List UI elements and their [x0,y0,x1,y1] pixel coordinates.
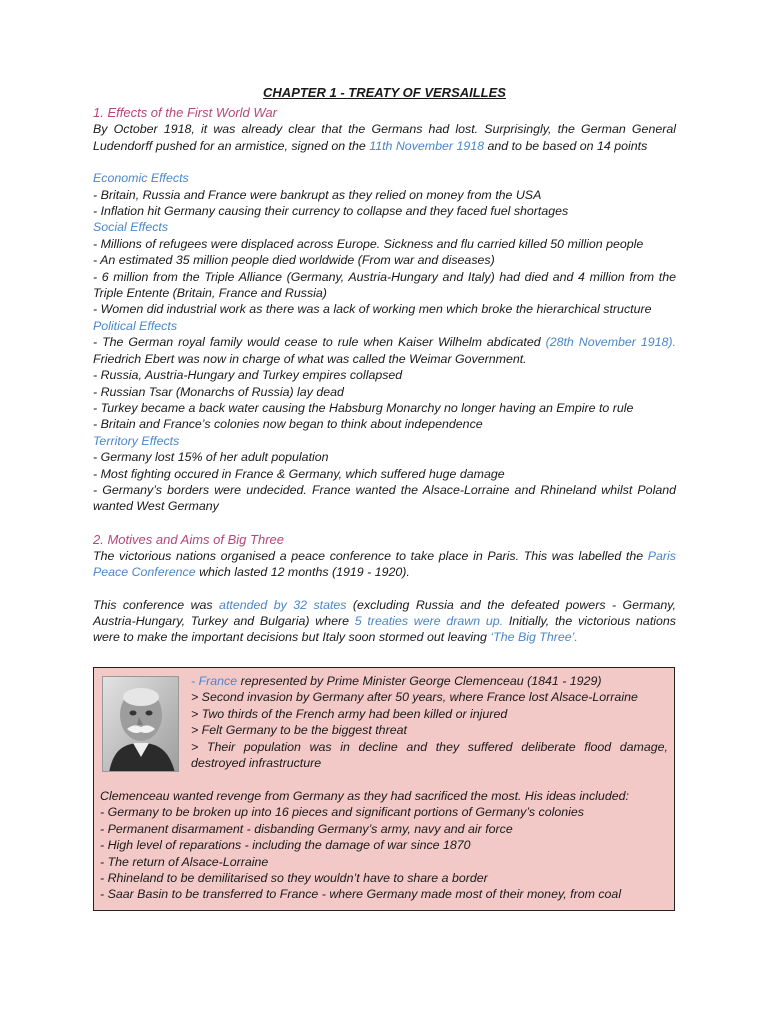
list-item: - The return of Alsace-Lorraine [100,854,269,869]
section-2-paragraph-1: The victorious nations organised a peace conference to take place in Paris. This was labelled the Paris Peace Conference which lasted 12 months (1919 - 1920). [93,548,676,580]
france-label: - France [191,674,238,688]
list-item: - Russian Tsar (Monarchs of Russia) lay dead [93,384,344,399]
list-item: - Britain and France’s colonies now began to think about independence [93,417,483,432]
political-effects-heading: Political Effects [93,318,178,333]
clemenceau-portrait [102,676,179,772]
list-item: - Permanent disarmament - disbanding Germany’s army, navy and air force [100,821,513,836]
list-item: - Britain, Russia and France were bankrupt as they relied on money from the USA [93,187,542,202]
section-1-intro: By October 1918, it was already clear that the Germans had lost. Surprisingly, the German General Ludendorff pushed for an armistice, signed on the 11th November 1918 and to be based on 14 points [93,122,676,153]
list-item: - 6 million from the Triple Alliance (Germany, Austria-Hungary and Italy) had died and 4 million from the Triple Entente (Britain, France and Russia) [93,269,676,301]
list-item: > Their population was in decline and they suffered deliberate flood damage, destroyed infrastructure [191,739,668,771]
abdication-date: (28th November 1918). [545,335,676,350]
document-page [93,85,676,646]
list-item: - Germany’s borders were undecided. France wanted the Alsace-Lorraine and Rhineland whilst Poland wanted West Germany [93,482,676,514]
list-item: - Germany to be broken up into 16 pieces and significant portions of Germany’s colonies [100,805,584,820]
ideas-intro: Clemenceau wanted revenge from Germany as they had sacrificed the most. His ideas included: [100,789,629,803]
list-item: - Saar Basin to be transferred to France - where Germany made most of their money, from coal [100,887,622,902]
list-item: - The German royal family would cease to rule when Kaiser Wilhelm abdicated (28th November 1918). Friedrich Ebert was now in charge of what was called the Weimar Government. [93,335,676,366]
list-item: - High level of reparations - including the damage of war since 1870 [100,838,471,853]
social-effects-heading: Social Effects [93,220,169,235]
clemenceau-ideas [100,788,670,903]
chapter-title: CHAPTER 1 - TREATY OF VERSAILLES [263,85,506,100]
list-item: > Second invasion by Germany after 50 years, where France lost Alsace-Lorraine [191,690,638,705]
section-2-heading: 2. Motives and Aims of Big Three [93,531,284,547]
list-item: > Two thirds of the French army had been killed or injured [191,706,508,721]
list-item: - Millions of refugees were displaced across Europe. Sickness and flu carried killed 50 million people [93,236,644,251]
list-item: - An estimated 35 million people died worldwide (From war and diseases) [93,253,495,268]
list-item: - Germany lost 15% of her adult population [93,450,329,465]
list-item: > Felt Germany to be the biggest threat [191,723,407,738]
list-item: - Russia, Austria-Hungary and Turkey empires collapsed [93,368,403,383]
list-item: - Rhineland to be demilitarised so they wouldn’t have to share a border [100,871,488,886]
france-summary [191,673,668,771]
section-1-heading: 1. Effects of the First World War [93,105,277,121]
paris-peace-conference-link: Paris Peace Conference [93,548,676,580]
clemenceau-box [93,667,675,911]
list-item: - Turkey became a back water causing the Habsburg Monarchy no longer having an Empire to rule [93,400,634,415]
france-heading: - France represented by Prime Minister George Clemenceau (1841 - 1929) [191,674,602,688]
armistice-date: 11th November 1918 [369,138,485,153]
list-item: - Women did industrial work as there was a lack of working men which broke the hierarchical structure [93,302,652,317]
list-item: - Most fighting occured in France & Germany, which suffered huge damage [93,466,505,481]
list-item: - Inflation hit Germany causing their currency to collapse and they faced fuel shortages [93,204,569,219]
territory-effects-heading: Territory Effects [93,433,180,448]
section-2-paragraph-2: This conference was attended by 32 states (excluding Russia and the defeated powers - Germany, Austria-Hungary, Turkey and Bulgaria) where 5 treaties were drawn up. Initially, the victorious nations were to make the important decisions but Italy soon stormed out leaving ‘The Big Three’. [93,597,676,645]
economic-effects-heading: Economic Effects [93,171,189,186]
